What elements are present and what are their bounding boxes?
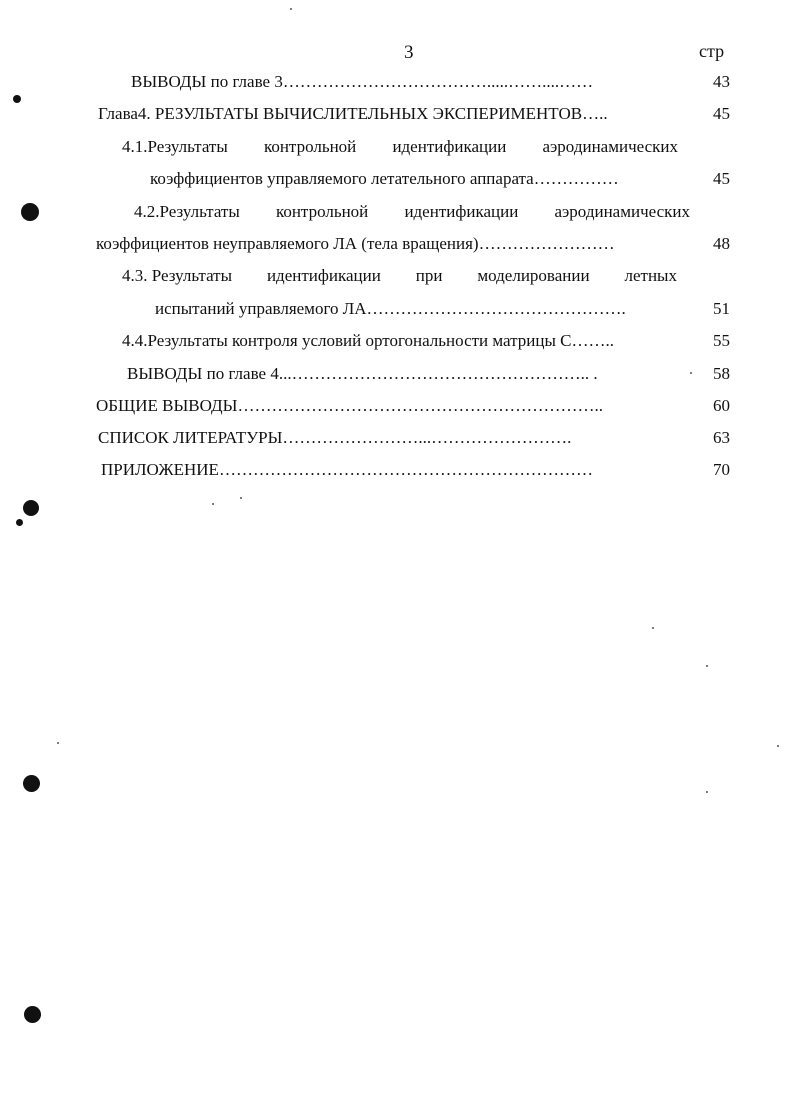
scan-speck (652, 627, 654, 629)
word: 4.1.Результаты (122, 137, 228, 156)
punch-hole (24, 1006, 41, 1023)
punch-hole (23, 500, 39, 516)
toc-page-number: 43 (713, 72, 730, 91)
page-number: 3 (404, 42, 414, 63)
page-column-header: стр (699, 41, 725, 61)
scan-speck (240, 497, 242, 499)
scan-speck (212, 503, 214, 505)
toc-entry-4-1-line1 (122, 137, 678, 157)
toc-entry-chapter-4: Глава4. РЕЗУЛЬТАТЫ ВЫЧИСЛИТЕЛЬНЫХ ЭКСПЕРИМЕНТОВ….. (98, 104, 608, 123)
scan-speck (706, 791, 708, 793)
toc-entry-conclusions-ch3: ВЫВОДЫ по главе 3……………………………….....……....…… (131, 72, 594, 91)
punch-hole (21, 203, 39, 221)
toc-page-number: 48 (713, 234, 730, 253)
toc-page-number: 45 (713, 169, 730, 188)
word: летных (624, 266, 677, 285)
scan-speck (57, 742, 59, 744)
word: контрольной (275, 202, 369, 221)
word: 4.2.Результаты (134, 202, 240, 221)
scan-speck (690, 372, 692, 374)
toc-entry-4-2-line1 (134, 202, 690, 222)
punch-hole (23, 775, 40, 792)
word: идентификации (392, 137, 507, 156)
toc-entry-4-3-line1 (122, 266, 677, 286)
toc-page-number: 51 (713, 299, 730, 318)
word: моделировании (477, 266, 590, 285)
toc-entry-references: СПИСОК ЛИТЕРАТУРЫ……………………...……………………. (98, 428, 572, 447)
scan-speck (706, 665, 708, 667)
toc-entry-4-2-line2: коэффициентов неуправляемого ЛА (тела вращения)…………………… (96, 234, 615, 253)
toc-entry-4-3-line2: испытаний управляемого ЛА………………………………………. (155, 299, 626, 318)
toc-entry-general-conclusions: ОБЩИЕ ВЫВОДЫ……………………………………………………….. (96, 396, 603, 415)
word: аэродинамических (554, 202, 690, 221)
punch-hole-mark (16, 519, 23, 526)
toc-entry-appendix: ПРИЛОЖЕНИЕ………………………………………………………… (101, 460, 593, 479)
word: при (415, 266, 443, 285)
toc-page-number: 58 (713, 364, 730, 383)
toc-entry-4-1-line2: коэффициентов управляемого летательного аппарата…………… (150, 169, 619, 188)
toc-page-number: 70 (713, 460, 730, 479)
toc-page-number: 63 (713, 428, 730, 447)
toc-page-number: 45 (713, 104, 730, 123)
scan-speck (290, 8, 292, 10)
word: 4.3. Результаты (122, 266, 233, 285)
toc-entry-4-4: 4.4.Результаты контроля условий ортогональности матрицы С…….. (122, 331, 614, 350)
scan-speck (777, 745, 779, 747)
word: аэродинамических (542, 137, 678, 156)
toc-page-number: 60 (713, 396, 730, 415)
word: контрольной (263, 137, 357, 156)
toc-page-number: 55 (713, 331, 730, 350)
word: идентификации (266, 266, 381, 285)
toc-entry-conclusions-ch4: ВЫВОДЫ по главе 4...…………………………………………….. . (127, 364, 598, 383)
word: идентификации (404, 202, 519, 221)
punch-hole-mark (13, 95, 21, 103)
